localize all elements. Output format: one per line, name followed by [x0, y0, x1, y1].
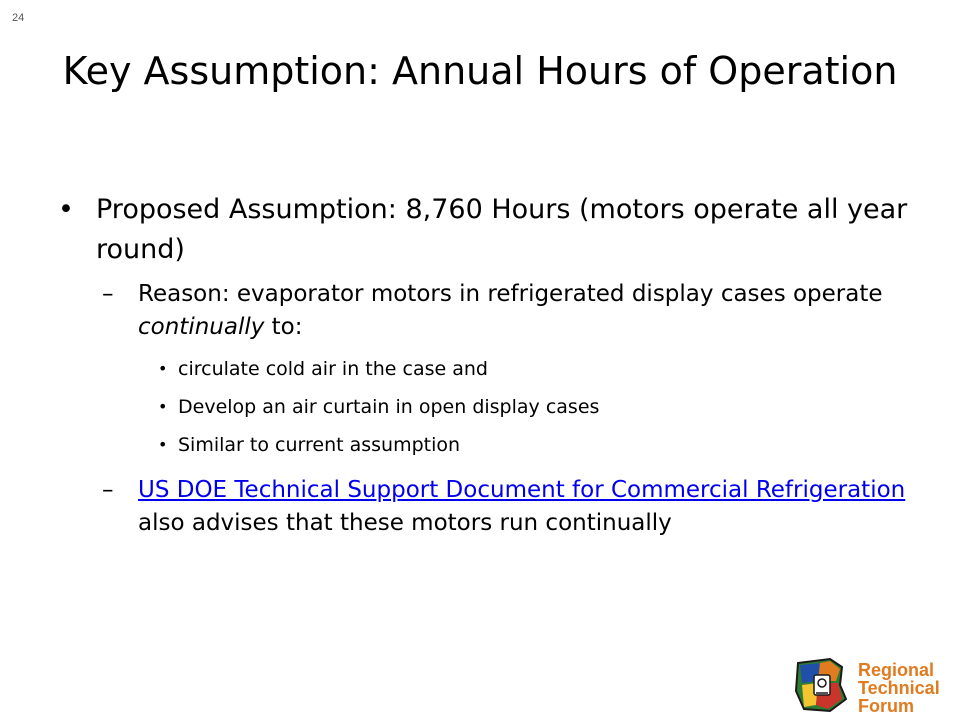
logo-line-2: Technical — [858, 678, 940, 698]
slide-title: Key Assumption: Annual Hours of Operation — [62, 49, 898, 93]
dash-marker: – — [102, 281, 114, 307]
doe-document-link[interactable]: US DOE Technical Support Document for Commercial Refrigeration — [138, 477, 906, 503]
logo-line-1: Regional — [858, 660, 935, 680]
logo-line-3: Forum — [858, 696, 914, 716]
sub-bullet — [158, 394, 908, 420]
bullet-doe-reference — [102, 474, 908, 540]
logo-text — [858, 661, 940, 715]
bullet-proposed-assumption — [58, 190, 908, 270]
dash-marker: – — [102, 477, 114, 503]
reason-text-end: to: — [264, 314, 303, 340]
sub-bullet — [158, 356, 908, 382]
bullet-dot: • — [58, 194, 74, 225]
sub-bullet-text: circulate cold air in the case and — [178, 358, 488, 380]
bullet-reason — [102, 278, 908, 344]
bullet-dot: • — [158, 359, 168, 378]
sub-bullet-text: Similar to current assumption — [178, 434, 461, 456]
bullet-dot: • — [158, 397, 168, 416]
reason-emphasis: continually — [138, 314, 265, 340]
slide-content — [58, 190, 908, 540]
regional-technical-forum-logo — [790, 655, 955, 715]
bullet-text: Proposed Assumption: 8,760 Hours (motors operate all year round) — [96, 194, 908, 265]
sub-bullet — [158, 432, 908, 458]
sub-bullet-text: Develop an air curtain in open display cases — [178, 396, 600, 418]
reason-text: Reason: evaporator motors in refrigerated display cases operate — [138, 281, 883, 307]
doe-text: also advises that these motors run continually — [138, 510, 672, 536]
rtf-map-icon — [790, 655, 856, 715]
slide-number: 24 — [12, 12, 25, 24]
bullet-dot: • — [158, 435, 168, 454]
